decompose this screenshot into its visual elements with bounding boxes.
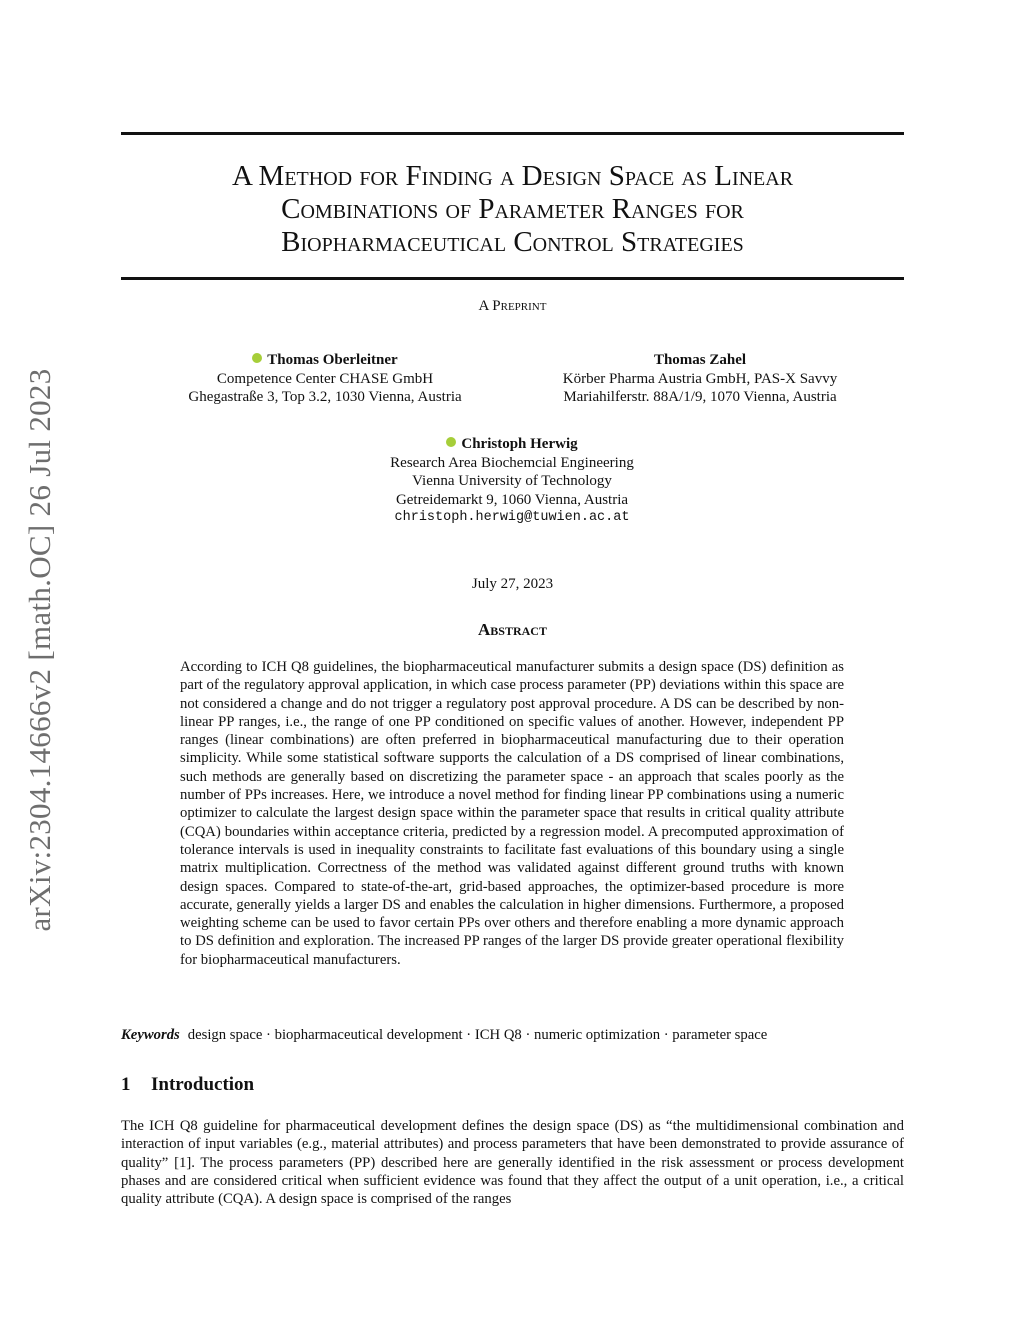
orcid-icon[interactable] [446,437,456,447]
author-address: Ghegastraße 3, Top 3.2, 1030 Vienna, Austria [188,389,462,405]
keywords-label: Keywords [121,1027,180,1043]
author-institution: Vienna University of Technology [412,473,612,489]
author-name: Thomas Oberleitner [267,352,398,368]
publication-date: July 27, 2023 [471,576,554,592]
keywords-line [121,1027,904,1044]
author-email[interactable]: christoph.herwig@tuwien.ac.at [394,510,630,525]
author-affiliation: Research Area Biochemcial Engineering [390,454,634,471]
title-line-2: Combinations of Parameter Ranges for [281,193,744,225]
author-block-2 [520,351,880,407]
title-line-1: A Method for Finding a Design Space as Linear [231,160,794,192]
author-address: Getreidemarkt 9, 1060 Vienna, Austria [395,491,629,508]
title-line-3: Biopharmaceutical Control Strategies [281,226,744,258]
orcid-icon[interactable] [252,353,262,363]
paper-title [121,160,904,259]
preprint-label: A Preprint [478,298,547,314]
author-block-1 [150,351,500,407]
author-affiliation: Körber Pharma Austria GmbH, PAS-X Savvy [562,370,838,387]
title-bottom-rule [121,277,904,280]
author-name: Thomas Zahel [653,352,747,368]
section-heading [121,1074,254,1096]
section-title: Introduction [151,1074,255,1095]
section-body-text: The ICH Q8 guideline for pharmaceutical development defines the design space (DS) as “the multidimensional combination and interaction of input variables (e.g., material attributes) and process parameters that have been demonstrated to provide assurance of quality” [1]. The process parameters (PP) described here are generally identified in the risk assessment or process development phases and are considered critical when sufficient evidence was found that they affect the output of a unit operation, i.e., a critical quality attribute (CQA). A design space is comprised of the ranges [121,1118,904,1208]
arxiv-identifier-stamp: arXiv:2304.14666v2 [math.OC] 26 Jul 2023 [22,368,57,932]
author-affiliation: Competence Center CHASE GmbH [216,370,434,387]
author-block-3 [312,435,712,528]
section-number: 1 [121,1074,131,1095]
abstract-heading: Abstract [478,620,547,639]
keywords-list: design space · biopharmaceutical development · ICH Q8 · numeric optimization · parameter space [187,1027,768,1043]
title-top-rule [121,132,904,135]
author-name: Christoph Herwig [461,436,578,452]
author-address: Mariahilferstr. 88A/1/9, 1070 Vienna, Austria [563,389,837,405]
abstract-text: According to ICH Q8 guidelines, the biopharmaceutical manufacturer submits a design space (DS) definition as part of the regulatory approval application, in which case process parameter (PP) deviations within this space are not considered a change and do not trigger a regulatory post approval procedure. A DS can be described by non-linear PP ranges, i.e., the range of one PP conditioned on specific values of another. However, independent PP ranges (linear combinations) are often preferred in biopharmaceutical manufacturing due to their operation simplicity. While some statistical software supports the calculation of a DS comprised of linear combinations, such methods are generally based on discretizing the parameter space - an approach that scales poorly as the number of PPs increases. Here, we introduce a novel method for finding linear PP combinations using a numeric optimizer to calculate the largest design space within the parameter space that results in critical quality attribute (CQA) boundaries within acceptance criteria, predicted by a regression model. A precomputed approximation of tolerance intervals is used in inequality constraints to facilitate fast evaluations of this boundary using a single matrix multiplication. Correctness of the method was validated against different ground truths with known design spaces. Compared to state-of-the-art, grid-based approaches, the optimizer-based procedure is more accurate, generally yields a larger DS and enables the calculation in higher dimensions. Furthermore, a proposed weighting scheme can be used to favor certain PPs over others and therefore enabling a more dynamic approach to DS definition and exploration. The increased PP ranges of the larger DS provide greater operational flexibility for biopharmaceutical manufacturers. [180,659,844,968]
